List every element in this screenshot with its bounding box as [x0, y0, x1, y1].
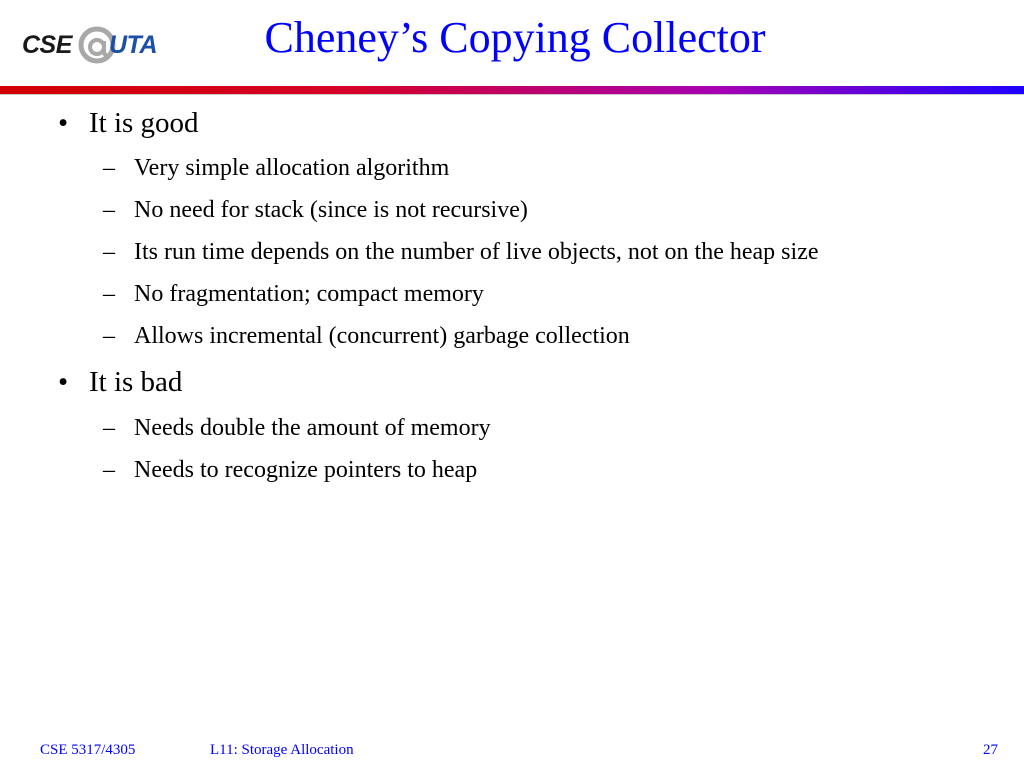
bullet-text: It is good: [89, 107, 199, 139]
logo-uta-text: UTA: [109, 31, 158, 59]
bullet-marker: •: [58, 366, 69, 398]
sub-bullet-item: [103, 414, 491, 442]
sub-bullet-text: Allows incremental (concurrent) garbage collection: [134, 323, 630, 349]
dash-marker: –: [103, 457, 115, 483]
sub-bullet-item: [103, 154, 449, 182]
title-divider-shadow: [0, 94, 1024, 95]
dash-marker: –: [103, 197, 115, 223]
bullet-item: [58, 365, 182, 399]
bullet-marker: •: [58, 107, 69, 139]
sub-bullet-text: Needs double the amount of memory: [134, 415, 491, 441]
dash-marker: –: [103, 323, 115, 349]
dash-marker: –: [103, 415, 115, 441]
bullet-item: [58, 106, 199, 140]
sub-bullet-text: No need for stack (since is not recursive): [134, 197, 528, 223]
sub-bullet-text: Needs to recognize pointers to heap: [134, 457, 478, 483]
dash-marker: –: [103, 155, 115, 181]
footer-page-number: 27: [983, 742, 998, 758]
slide-title: Cheney’s Copying Collector: [264, 13, 766, 62]
dash-marker: –: [103, 281, 115, 307]
logo-cse-text: CSE: [22, 31, 72, 59]
cse-uta-logo: [22, 22, 162, 70]
sub-bullet-text: Its run time depends on the number of live objects, not on the heap size: [134, 239, 819, 265]
title-divider-bar: [0, 86, 1024, 94]
sub-bullet-item: [103, 280, 484, 308]
footer-course: CSE 5317/4305: [40, 742, 136, 758]
dash-marker: –: [103, 239, 115, 265]
sub-bullet-item: [103, 196, 528, 224]
sub-bullet-text: Very simple allocation algorithm: [134, 155, 450, 181]
sub-bullet-item: [103, 322, 630, 350]
footer-lecture: L11: Storage Allocation: [210, 742, 354, 758]
sub-bullet-item: [103, 456, 477, 484]
bullet-text: It is bad: [89, 366, 183, 398]
sub-bullet-text: No fragmentation; compact memory: [134, 281, 484, 307]
sub-bullet-item: [103, 238, 819, 266]
